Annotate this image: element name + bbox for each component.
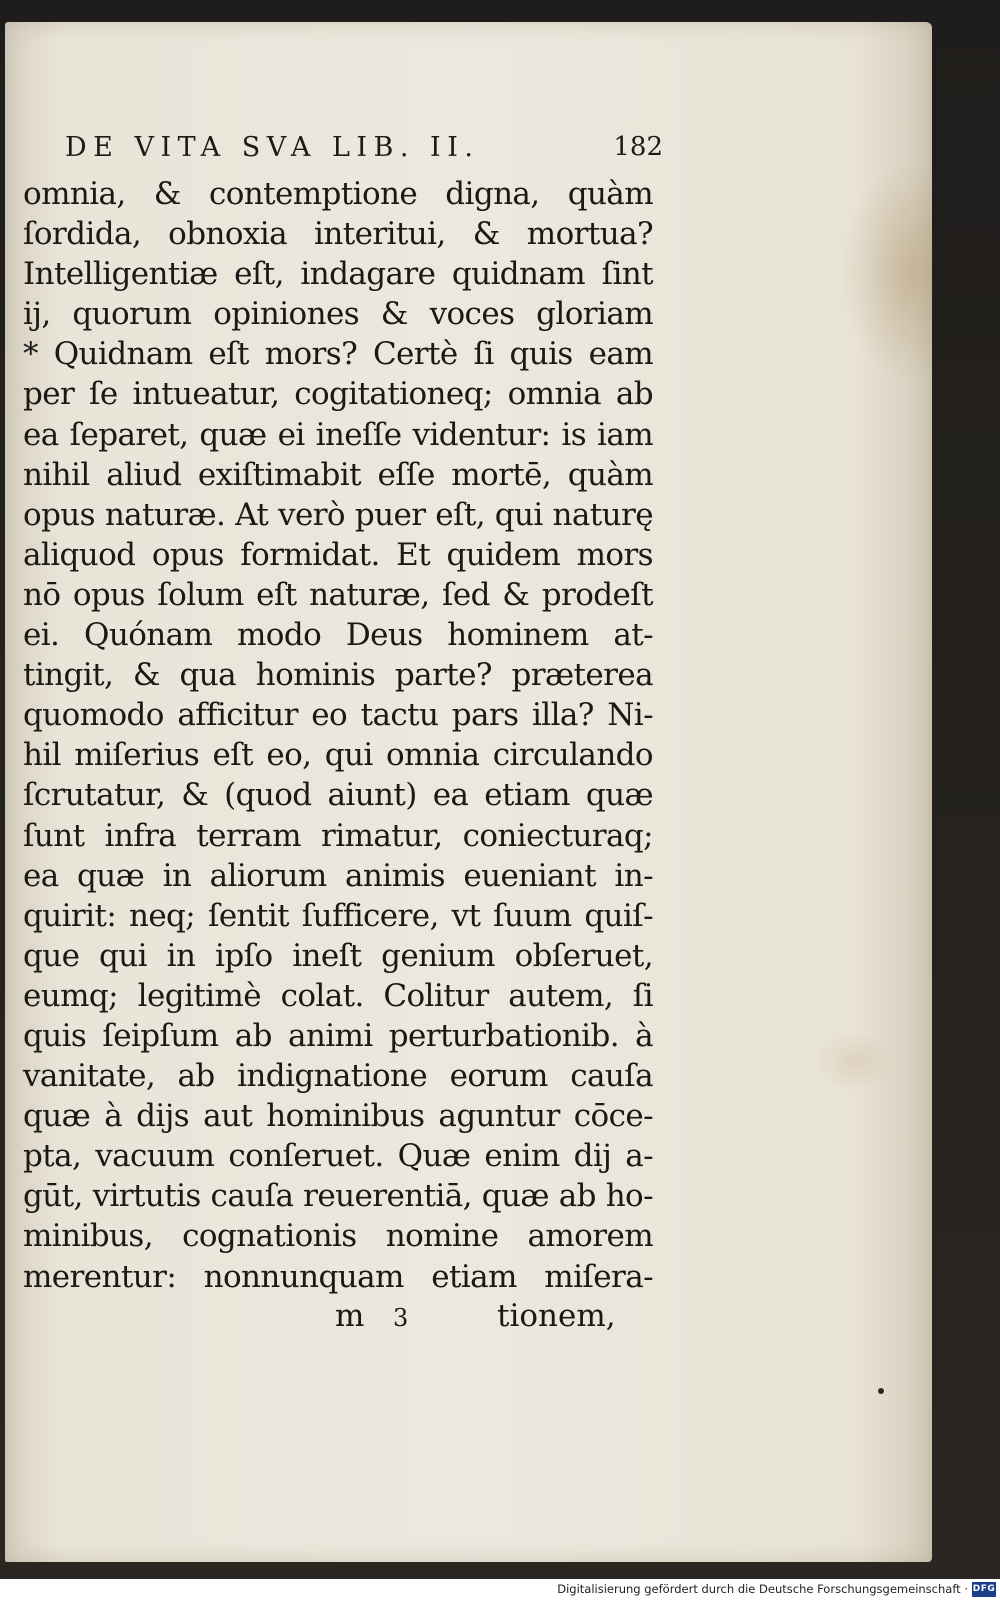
footer-bar [0,1579,1000,1601]
catchword: tionem, [497,1298,616,1334]
text-line: opus naturæ. At verò puer eſt, qui naturę [23,496,653,533]
text-line: que qui in ipſo ineſt genium obſeruet, [23,937,653,974]
text-line: per ſe intueatur, cogitationeq; omnia ab [23,376,653,413]
text-line: nō opus ſolum eſt naturæ, ſed & prodeſt [23,576,653,613]
text-line: Intelligentiæ eſt, indagare quidnam ſint [23,256,653,293]
page-number: 182 [613,132,663,162]
dfg-logo: DFG [972,1582,996,1597]
text-line: quis ſeipſum ab animi perturbationib. à [23,1017,653,1054]
text-line: ea ſeparet, quæ ei ineſſe videntur: is iam [23,416,653,453]
text-line: ſordida, obnoxia interitui, & mortua? [23,216,653,253]
text-line: aliquod opus formidat. Et quidem mors [23,536,653,573]
text-line: * Quidnam eſt mors? Certè ſi quis eam [23,336,653,373]
text-line: ij, quorum opiniones & voces gloriam [23,296,653,333]
text-line: quæ à dijs aut hominibus aguntur cōce- [23,1098,653,1135]
text-line: eumq; legitimè colat. Colitur autem, ſi [23,977,653,1014]
book-page [5,22,932,1562]
ink-speck [878,1388,884,1394]
text-line: gūt, virtutis cauſa reuerentiā, quæ ab ho- [23,1178,653,1215]
signature-mark: m [335,1298,365,1334]
running-head [65,126,663,166]
text-line: nihil aliud exiſtimabit eſſe mortē, quàm [23,456,653,493]
text-line: ſcrutatur, & (quod aiunt) ea etiam quæ [23,777,653,814]
text-line: ei. Quónam modo Deus hominem at- [23,617,653,654]
text-line: tingit, & qua hominis parte? præterea [23,657,653,694]
text-line: vanitate, ab indignatione eorum cauſa [23,1058,653,1095]
text-line: quirit: neq; ſentit ſufficere, vt ſuum quiſ- [23,897,653,934]
text-line: merentur: nonnunquam etiam miſera- [23,1258,653,1295]
body-text [23,174,653,1297]
text-line: hil miſerius eſt eo, qui omnia circulando [23,737,653,774]
text-line: ſunt infra terram rimatur, coniecturaq; [23,817,653,854]
signature-number: 3 [393,1304,409,1332]
text-line: minibus, cognationis nomine amorem [23,1218,653,1255]
text-line: pta, vacuum conſeruet. Quæ enim dij a- [23,1138,653,1175]
running-head-title: DE VITA SVA LIB. II. [65,132,480,163]
footer-credit: Digitalisierung gefördert durch die Deutsche Forschungsgemeinschaft · [557,1582,968,1596]
text-line: quomodo afficitur eo tactu pars illa? Ni- [23,697,653,734]
text-line: ea quæ in aliorum animis eueniant in- [23,857,653,894]
text-line: omnia, & contemptione digna, quàm [23,176,653,212]
